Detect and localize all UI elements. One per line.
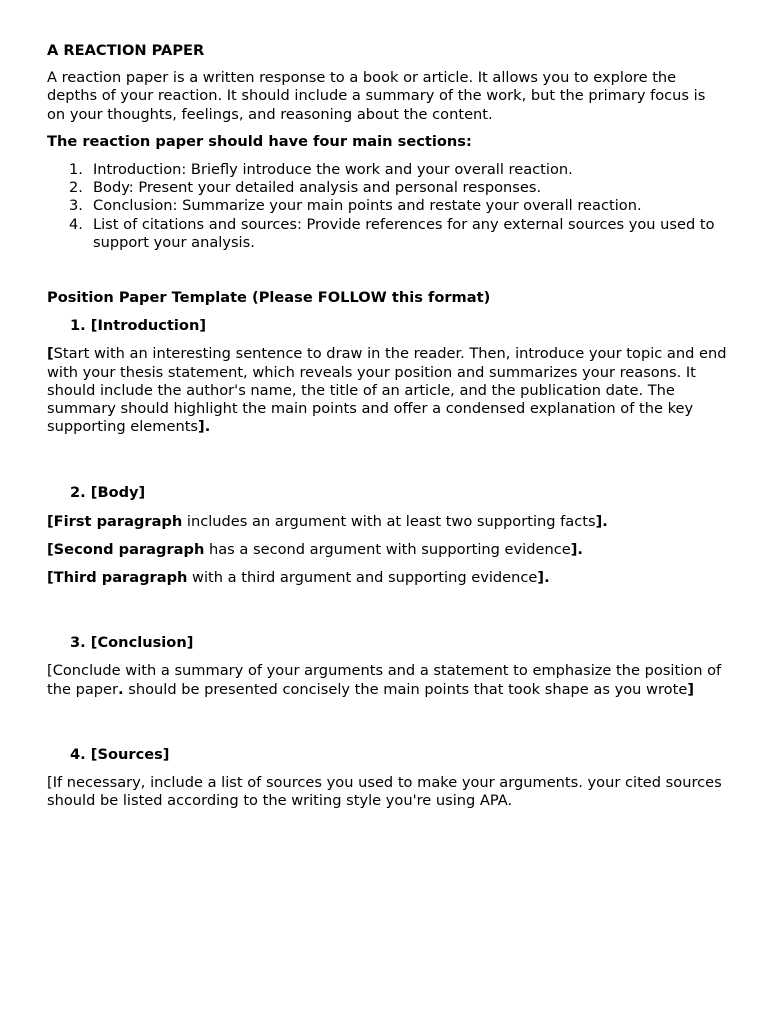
close-bracket: ]. xyxy=(570,540,583,558)
open-bracket: [ xyxy=(47,512,54,530)
list-item-text: List of citations and sources: Provide references for any external sources you used to support your analysis. xyxy=(93,215,715,251)
paragraph-text: has a second argument with supporting evidence xyxy=(204,540,571,558)
conclusion-heading: 3. [Conclusion] xyxy=(70,634,194,652)
template-title: Position Paper Template (Please FOLLOW this format) xyxy=(47,289,491,307)
document-page xyxy=(47,42,727,820)
list-item xyxy=(47,161,727,179)
list-item xyxy=(47,197,727,215)
third-paragraph-line xyxy=(47,569,727,587)
sections-list xyxy=(47,161,727,252)
conclusion-text-end: should be presented concisely the main points that took shape as you wrote xyxy=(123,680,688,698)
list-item xyxy=(47,216,727,252)
list-item-number: 4. xyxy=(69,215,83,233)
body-heading: 2. [Body] xyxy=(70,484,146,502)
paragraph-label: Third paragraph xyxy=(53,569,188,587)
intro-paragraph: A reaction paper is a written response to a book or article. It allows you to explore the depths of your reaction. It should include a summary of the work, but the primary focus is on your thoughts, feelings, and reasoning about the content. xyxy=(47,69,706,123)
list-item-number: 1. xyxy=(69,161,83,179)
spacer xyxy=(47,709,727,746)
paragraph-text: includes an argument with at least two supporting facts xyxy=(182,512,596,530)
spacer xyxy=(47,597,727,634)
close-bracket: ]. xyxy=(198,418,211,436)
conclusion-paragraph xyxy=(47,662,727,698)
conclusion-period: . xyxy=(118,680,124,698)
open-bracket: [ xyxy=(47,345,54,363)
sections-heading: The reaction paper should have four main sections: xyxy=(47,132,472,150)
sources-paragraph: [If necessary, include a list of sources you used to make your arguments. your cited sources should be listed according to the writing style you're using APA. xyxy=(47,774,722,810)
introduction-heading: 1. [Introduction] xyxy=(70,317,207,335)
second-paragraph-line xyxy=(47,541,727,559)
document-title: A REACTION PAPER xyxy=(47,42,205,59)
conclusion-text-start: [Conclude with a summary of your arguments and a statement to emphasize the position of the paper xyxy=(47,662,722,698)
list-item-number: 3. xyxy=(69,197,83,215)
list-item-text: Body: Present your detailed analysis and personal responses. xyxy=(93,179,542,197)
paragraph-text: with a third argument and supporting evidence xyxy=(187,569,538,587)
open-bracket: [ xyxy=(47,540,54,558)
list-item-number: 2. xyxy=(69,179,83,197)
open-bracket: [ xyxy=(47,569,54,587)
spacer xyxy=(47,446,727,484)
list-item xyxy=(47,179,727,197)
introduction-paragraph xyxy=(47,345,727,436)
sources-heading: 4. [Sources] xyxy=(70,745,170,763)
paragraph-label: Second paragraph xyxy=(53,540,205,558)
list-item-text: Conclusion: Summarize your main points and restate your overall reaction. xyxy=(93,197,642,215)
list-item-text: Introduction: Briefly introduce the work and your overall reaction. xyxy=(93,161,573,179)
close-bracket: ]. xyxy=(595,512,608,530)
first-paragraph-line xyxy=(47,513,727,531)
close-bracket: ] xyxy=(687,680,694,698)
paragraph-label: First paragraph xyxy=(53,512,183,530)
introduction-text: Start with an interesting sentence to draw in the reader. Then, introduce your topic and end with your thesis statement, which reveals your position and summarizes your reasons. It should include the author's name, the title of an article, and the publication date. The summary should highlight the main points and offer a condensed explanation of the key supporting elements xyxy=(47,345,727,436)
close-bracket: ]. xyxy=(537,569,550,587)
